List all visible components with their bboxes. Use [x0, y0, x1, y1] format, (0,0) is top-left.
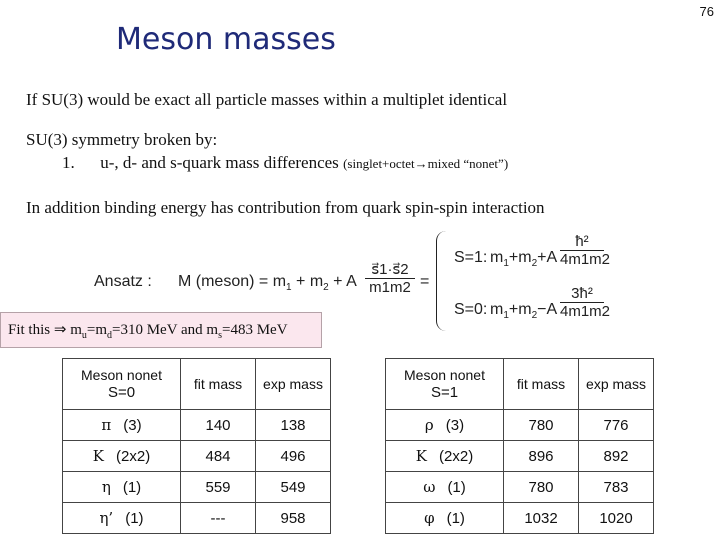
formula-lhs: M (meson) = $m_1 + m_2 + A$	[178, 273, 357, 294]
exp-mass-cell: 892	[579, 441, 654, 472]
fit-mass-cell: 896	[504, 441, 579, 472]
formula-equals: =	[420, 273, 430, 290]
meson-cell	[386, 410, 504, 441]
meson-symbol: π	[101, 416, 112, 434]
formula-a: A	[346, 273, 357, 290]
exp-mass-cell: 958	[256, 503, 331, 534]
meson-cell	[386, 441, 504, 472]
case-s0-fraction	[560, 285, 611, 320]
statement-symmetry-broken: SU(3) symmetry broken by:	[26, 130, 218, 149]
multiplicity: (2x2)	[439, 448, 474, 465]
fit-val2: =483 MeV	[222, 322, 288, 338]
fit-md-sub: d	[107, 330, 112, 341]
meson-table-s0	[62, 358, 331, 534]
table-row	[386, 503, 654, 534]
case-s0-label: S=0:	[454, 301, 488, 318]
header-nonet-label: Meson nonet	[404, 367, 485, 383]
list-item-text: u-, d- and s-quark mass differences	[100, 153, 339, 172]
page-number: 76	[699, 4, 714, 19]
spin-fraction-denominator: m1m2	[365, 278, 415, 296]
meson-table-s1	[385, 358, 654, 534]
fit-mass-cell: 1032	[504, 503, 579, 534]
fit-result-box	[0, 312, 322, 348]
fit-mass-cell: 780	[504, 410, 579, 441]
case-s1-fraction	[560, 233, 611, 268]
fit-eq1: =m	[86, 322, 107, 338]
meson-cell	[386, 472, 504, 503]
spin-fraction	[365, 260, 415, 296]
slide-title: Meson masses	[116, 22, 336, 57]
meson-symbol: ρ	[424, 416, 434, 434]
fit-mass-cell: 140	[181, 410, 256, 441]
table-header	[386, 359, 654, 410]
meson-symbol: η	[101, 478, 111, 496]
fit-mu-sub: u	[81, 330, 87, 341]
meson-cell	[63, 503, 181, 534]
header-spin-label: S=1	[430, 384, 459, 401]
header-exp: exp mass	[256, 359, 331, 410]
multiplicity: (1)	[125, 510, 144, 527]
exp-mass-cell: 496	[256, 441, 331, 472]
multiplicity: (2x2)	[116, 448, 151, 465]
formula-lhs-text: M (meson) = m	[178, 273, 287, 290]
header-exp: exp mass	[579, 359, 654, 410]
implies-arrow-icon: ⇒	[53, 322, 67, 338]
list-number: 1.	[62, 153, 75, 172]
table-row	[63, 503, 331, 534]
header-fit: fit mass	[504, 359, 579, 410]
exp-mass-cell: 783	[579, 472, 654, 503]
statement-spin-spin: In addition binding energy has contribution from quark spin-spin interaction	[26, 198, 545, 217]
table-row	[63, 410, 331, 441]
multiplicity: (3)	[445, 417, 465, 434]
case-s1-m: m	[490, 249, 504, 266]
case-s0-denominator: 4m1m2	[560, 303, 611, 320]
meson-symbol: K	[92, 447, 105, 465]
multiplicity: (1)	[447, 479, 466, 496]
meson-cell	[63, 472, 181, 503]
case-brace	[436, 231, 449, 331]
case-s1-label: S=1:	[454, 249, 488, 266]
case-s1-expr: $m_1+m_2+A$	[490, 249, 558, 270]
table-row	[63, 441, 331, 472]
multiplicity: (1)	[122, 479, 142, 496]
ansatz-label: Ansatz :	[94, 273, 152, 290]
multiplicity: (1)	[446, 510, 465, 527]
header-fit: fit mass	[181, 359, 256, 410]
formula-plus: + m	[296, 273, 324, 290]
fit-mass-cell: ---	[181, 503, 256, 534]
header-nonet-label: Meson nonet	[81, 367, 162, 383]
header-nonet	[386, 359, 504, 410]
exp-mass-cell: 776	[579, 410, 654, 441]
table-row	[63, 472, 331, 503]
multiplicity: (3)	[123, 417, 142, 434]
exp-mass-cell: 549	[256, 472, 331, 503]
meson-cell	[63, 441, 181, 472]
fit-mass-cell: 559	[181, 472, 256, 503]
meson-symbol: φ	[424, 509, 435, 527]
exp-mass-cell: 138	[256, 410, 331, 441]
table-row	[386, 441, 654, 472]
fit-val1: =310 MeV and m	[112, 322, 219, 338]
meson-symbol: K	[415, 447, 428, 465]
fit-prefix: Fit this	[8, 322, 51, 338]
table-header	[63, 359, 331, 410]
meson-symbol: ω	[423, 478, 436, 496]
case-s0-expr: $m_1+m_2-A$	[490, 301, 558, 322]
case-s1-denominator: 4m1m2	[560, 251, 611, 268]
list-item-note: (singlet+octet→mixed “nonet”)	[343, 156, 509, 171]
fit-mass-cell: 780	[504, 472, 579, 503]
meson-cell	[386, 503, 504, 534]
table-row	[386, 472, 654, 503]
fit-ms-sub: s	[218, 330, 222, 341]
list-item-quark-masses	[62, 153, 508, 173]
statement-exact-symmetry: If SU(3) would be exact all particle masses within a multiplet identical	[26, 90, 508, 109]
fit-mass-cell: 484	[181, 441, 256, 472]
header-spin-label: S=0	[107, 384, 136, 401]
meson-symbol: η’	[99, 509, 114, 527]
meson-cell	[63, 410, 181, 441]
table-row	[386, 410, 654, 441]
case-s1-numerator: ħ²	[575, 233, 589, 250]
case-s0-numerator: 3ħ²	[571, 285, 593, 302]
exp-mass-cell: 1020	[579, 503, 654, 534]
case-s0-m: m	[490, 301, 504, 318]
fit-mu: m	[70, 322, 82, 338]
spin-fraction-numerator: s⃗1·s⃗2	[371, 261, 409, 278]
header-nonet	[63, 359, 181, 410]
